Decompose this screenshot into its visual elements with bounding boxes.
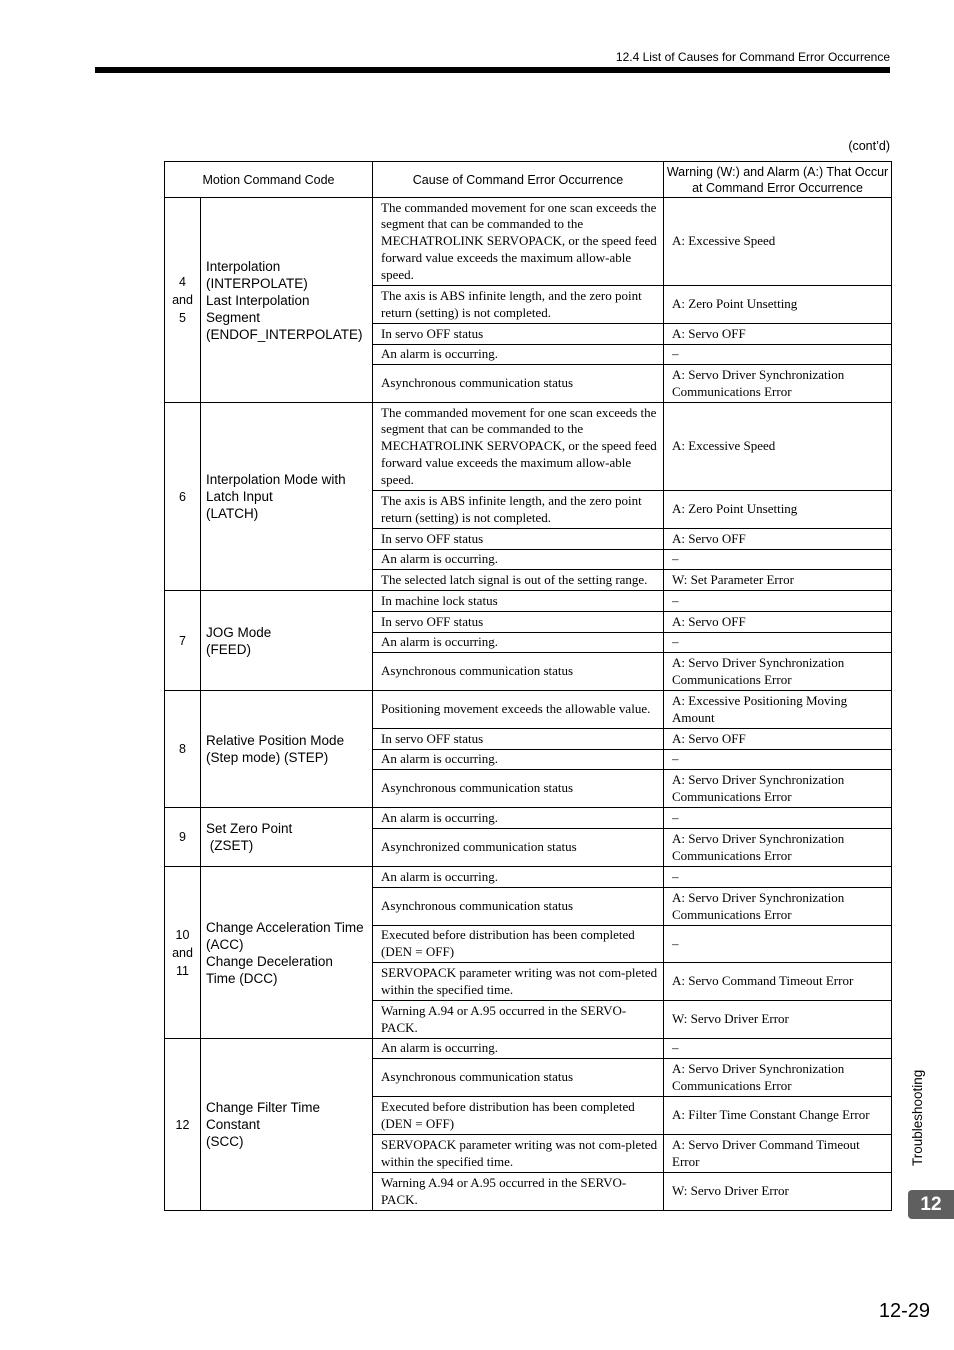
warning-alarm-cell: – [664, 550, 892, 570]
warning-alarm-cell: W: Set Parameter Error [664, 570, 892, 591]
command-name-line: JOG Mode [206, 624, 272, 640]
command-number-line: 9 [179, 830, 186, 844]
warning-alarm-cell: A: Servo Driver Command Timeout Error [664, 1135, 892, 1173]
table-row [165, 591, 892, 612]
command-number-line: 12 [175, 1117, 190, 1132]
cause-cell: An alarm is occurring. [373, 867, 664, 888]
command-number-cell [165, 808, 201, 867]
page-number: 12-29 [878, 1300, 930, 1322]
cause-cell: An alarm is occurring. [373, 750, 664, 770]
command-name-line: Last Interpolation [206, 292, 310, 308]
cause-cell: Asynchronous communication status [373, 1059, 664, 1097]
table-row [165, 867, 892, 888]
cause-cell: An alarm is occurring. [373, 345, 664, 365]
cause-cell: An alarm is occurring. [373, 808, 664, 829]
command-name-line: Change Deceleration [206, 953, 333, 969]
command-number-cell [165, 403, 201, 591]
command-name-line: Relative Position Mode [206, 733, 345, 748]
command-name-line: Interpolation Mode with [206, 472, 346, 487]
command-name-line: (ACC) [206, 936, 244, 952]
command-name-cell [201, 691, 373, 808]
warning-alarm-cell: A: Servo Driver Synchronization Communications Error [664, 1059, 892, 1097]
cause-cell: Asynchronous communication status [373, 770, 664, 808]
warning-alarm-cell: – [664, 926, 892, 963]
warning-alarm-cell: – [664, 591, 892, 612]
cause-cell: An alarm is occurring. [373, 550, 664, 570]
command-name-line: (ENDOF_INTERPOLATE) [206, 326, 363, 342]
column-header-cause: Cause of Command Error Occurrence [373, 162, 664, 198]
command-name-line: (Step mode) (STEP) [206, 750, 329, 765]
cause-cell: Warning A.94 or A.95 occurred in the SERVO-PACK. [373, 1173, 664, 1211]
command-name-cell [201, 403, 373, 591]
cause-cell: The commanded movement for one scan exceeds the segment that can be commanded to the MECHATROLINK SERVOPACK, or the speed feed forward value exceeds the maximum allow-able speed. [373, 403, 664, 491]
command-name-line: Time (DCC) [206, 970, 278, 986]
command-number-line: 4 [179, 275, 186, 289]
cause-cell: Asynchronous communication status [373, 888, 664, 926]
command-number-cell [165, 198, 201, 403]
warning-alarm-cell: – [664, 750, 892, 770]
command-number-cell [165, 1039, 201, 1211]
command-number-line: 7 [179, 633, 186, 648]
command-name-cell [201, 1039, 373, 1211]
header-rule [95, 67, 890, 73]
column-header-warning-alarm: Warning (W:) and Alarm (A:) That Occur at Command Error Occurrence [664, 162, 892, 198]
cause-cell: In servo OFF status [373, 612, 664, 633]
warning-alarm-cell: A: Servo Driver Synchronization Communications Error [664, 653, 892, 691]
command-number-line: and [172, 945, 193, 960]
warning-alarm-cell: – [664, 345, 892, 365]
warning-alarm-cell: A: Servo OFF [664, 529, 892, 550]
command-error-table [164, 161, 892, 1211]
command-number-line: 10 [175, 927, 190, 942]
command-name-line: Latch Input [206, 489, 273, 504]
warning-alarm-cell: A: Excessive Positioning Moving Amount [664, 691, 892, 729]
warning-alarm-cell: A: Servo OFF [664, 729, 892, 750]
cause-cell: In servo OFF status [373, 324, 664, 345]
command-name-line: (ZSET) [206, 838, 254, 853]
command-name-line: Interpolation [206, 258, 281, 274]
cause-cell: In servo OFF status [373, 729, 664, 750]
command-number-cell [165, 691, 201, 808]
warning-alarm-cell: – [664, 1039, 892, 1059]
chapter-tab: 12 [908, 1190, 954, 1219]
cause-cell: The axis is ABS infinite length, and the zero point return (setting) is not completed. [373, 286, 664, 324]
warning-alarm-cell: A: Servo Command Timeout Error [664, 963, 892, 1001]
warning-alarm-cell: A: Servo Driver Synchronization Communications Error [664, 888, 892, 926]
table-row [165, 198, 892, 286]
command-number-cell [165, 591, 201, 691]
running-header: 12.4 List of Causes for Command Error Occurrence [615, 50, 890, 64]
command-name-cell [201, 198, 373, 403]
command-name-line: Constant [206, 1117, 261, 1132]
warning-alarm-cell: – [664, 867, 892, 888]
command-number-line: 6 [179, 489, 186, 504]
command-name-line: (SCC) [206, 1134, 244, 1149]
warning-alarm-cell: A: Servo Driver Synchronization Communications Error [664, 770, 892, 808]
table-row [165, 403, 892, 491]
command-name-cell [201, 867, 373, 1039]
command-name-line: Set Zero Point [206, 821, 293, 836]
warning-alarm-cell: A: Zero Point Unsetting [664, 286, 892, 324]
command-number-line: 8 [179, 742, 186, 756]
warning-alarm-cell: A: Excessive Speed [664, 403, 892, 491]
command-name-line: Change Filter Time [206, 1100, 321, 1115]
table-row [165, 691, 892, 729]
cause-cell: Executed before distribution has been completed (DEN = OFF) [373, 926, 664, 963]
cause-cell: The selected latch signal is out of the setting range. [373, 570, 664, 591]
cause-cell: Asynchronized communication status [373, 829, 664, 867]
command-name-cell [201, 591, 373, 691]
column-header-motion-command-code: Motion Command Code [165, 162, 373, 198]
command-name-line: (LATCH) [206, 506, 259, 521]
warning-alarm-cell: A: Filter Time Constant Change Error [664, 1097, 892, 1135]
warning-alarm-cell: W: Servo Driver Error [664, 1173, 892, 1211]
cause-cell: An alarm is occurring. [373, 633, 664, 653]
chapter-side-label: Troubleshooting [910, 1069, 925, 1166]
command-name-cell [201, 808, 373, 867]
cause-cell: The axis is ABS infinite length, and the zero point return (setting) is not completed. [373, 491, 664, 529]
command-name-line: Segment [206, 309, 261, 325]
warning-alarm-cell: A: Servo OFF [664, 612, 892, 633]
warning-alarm-cell: – [664, 633, 892, 653]
command-name-line: (FEED) [206, 641, 251, 657]
command-name-line: (INTERPOLATE) [206, 275, 308, 291]
table-header-row [165, 162, 892, 198]
cause-cell: Asynchronous communication status [373, 653, 664, 691]
command-number-line: and [172, 293, 193, 307]
cause-cell: SERVOPACK parameter writing was not com-pleted within the specified time. [373, 1135, 664, 1173]
table-row [165, 808, 892, 829]
cause-cell: In servo OFF status [373, 529, 664, 550]
continued-label: (cont’d) [848, 139, 890, 153]
cause-cell: In machine lock status [373, 591, 664, 612]
warning-alarm-cell: – [664, 808, 892, 829]
cause-cell: SERVOPACK parameter writing was not com-pleted within the specified time. [373, 963, 664, 1001]
command-name-line: Change Acceleration Time [206, 919, 364, 935]
command-number-cell [165, 867, 201, 1039]
cause-cell: The commanded movement for one scan exceeds the segment that can be commanded to the MECHATROLINK SERVOPACK, or the speed feed forward value exceeds the maximum allow-able speed. [373, 198, 664, 286]
cause-cell: Asynchronous communication status [373, 365, 664, 403]
command-number-line: 5 [179, 311, 186, 325]
warning-alarm-cell: A: Servo Driver Synchronization Communications Error [664, 365, 892, 403]
warning-alarm-cell: A: Zero Point Unsetting [664, 491, 892, 529]
cause-cell: Warning A.94 or A.95 occurred in the SERVO-PACK. [373, 1001, 664, 1039]
command-number-line: 11 [176, 963, 189, 978]
cause-cell: Positioning movement exceeds the allowable value. [373, 691, 664, 729]
table-row [165, 1039, 892, 1059]
warning-alarm-cell: A: Servo OFF [664, 324, 892, 345]
warning-alarm-cell: A: Servo Driver Synchronization Communications Error [664, 829, 892, 867]
warning-alarm-cell: A: Excessive Speed [664, 198, 892, 286]
cause-cell: Executed before distribution has been completed (DEN = OFF) [373, 1097, 664, 1135]
cause-cell: An alarm is occurring. [373, 1039, 664, 1059]
warning-alarm-cell: W: Servo Driver Error [664, 1001, 892, 1039]
